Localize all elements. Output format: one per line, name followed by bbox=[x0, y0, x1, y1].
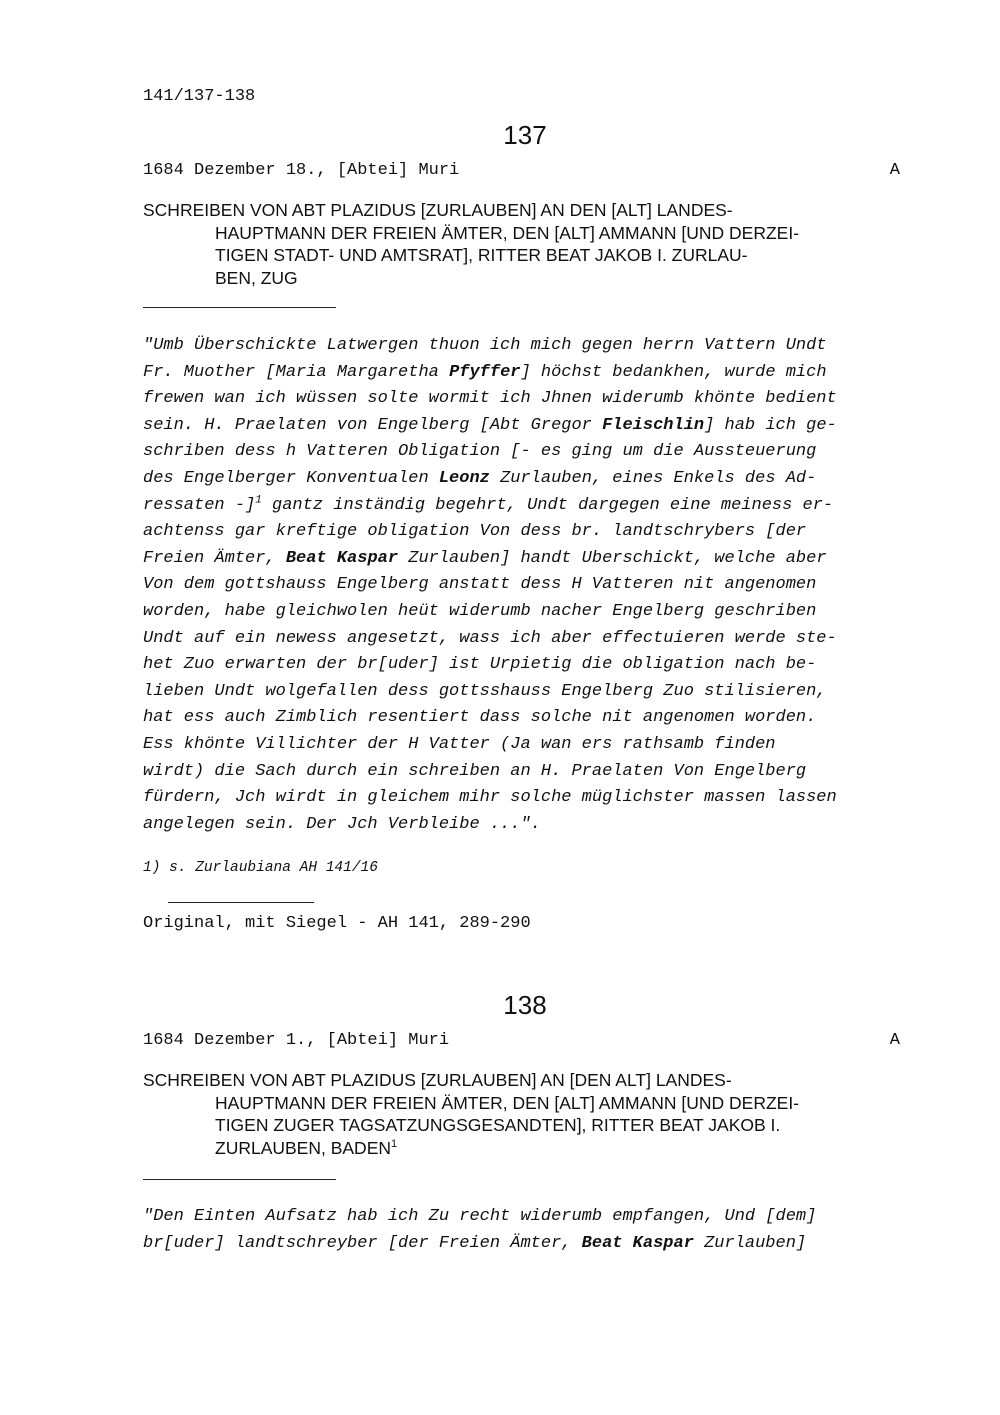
text-segment: Zurlauben] handt Uberschickt, welche aber bbox=[398, 548, 827, 568]
text-line bbox=[143, 439, 913, 466]
separator-rule bbox=[168, 902, 314, 903]
text-segment: Ess khönte Villichter der H Vatter (Ja wan ers rathsamb finden bbox=[143, 734, 776, 754]
text-segment: het Zuo erwarten der br[uder] ist Urpietig die obligation nach be- bbox=[143, 655, 817, 675]
title-line: TIGEN ZUGER TAGSATZUNGSGESANDTEN], RITTER BEAT JAKOB I. bbox=[215, 1115, 781, 1135]
text-segment: des Engelberger Konventualen bbox=[143, 468, 439, 488]
text-segment: hat ess auch Zimblich resentiert dass solche nit angenomen worden. bbox=[143, 708, 817, 728]
page-reference: 141/137-138 bbox=[143, 87, 256, 106]
document-title bbox=[143, 199, 913, 289]
footnote-mark: 1 bbox=[255, 493, 262, 506]
title-line-text: ZURLAUBEN, BADEN bbox=[215, 1137, 392, 1158]
document-marker: A bbox=[889, 161, 900, 180]
text-segment: Undt auf ein newess angesetzt, wass ich aber effectuieren werde ste- bbox=[143, 628, 837, 648]
text-line bbox=[143, 519, 913, 546]
text-line bbox=[143, 652, 913, 679]
text-line bbox=[143, 466, 913, 493]
text-line bbox=[143, 1231, 913, 1258]
footnote: 1) s. Zurlaubiana AH 141/16 bbox=[143, 860, 378, 876]
text-line bbox=[143, 705, 913, 732]
letter-excerpt bbox=[143, 1204, 913, 1257]
name-emphasis: Beat Kaspar bbox=[285, 548, 399, 568]
text-line bbox=[143, 732, 913, 759]
text-segment: Von dem gottshauss Engelberg anstatt dess H Vatteren nit angenomen bbox=[143, 575, 817, 595]
text-line bbox=[143, 679, 913, 706]
text-segment: frewen wan ich wüssen solte wormit ich Jhnen widerumb khönte bedient bbox=[143, 389, 837, 409]
text-segment: sein. H. Praelaten von Engelberg [Abt Gregor bbox=[143, 415, 603, 435]
text-line bbox=[143, 626, 913, 653]
footnote-mark: 1 bbox=[391, 1137, 398, 1150]
text-segment: Zurlauben, eines Enkels des Ad- bbox=[489, 468, 817, 488]
text-segment: ressaten -] bbox=[143, 495, 256, 515]
text-segment: angelegen sein. Der Jch Verbleibe ...". bbox=[143, 814, 541, 834]
text-line bbox=[143, 413, 913, 440]
text-line bbox=[143, 812, 913, 839]
name-emphasis: Pfyffer bbox=[449, 362, 521, 382]
text-line bbox=[143, 599, 913, 626]
text-segment: schriben dess h Vatteren Obligation [- es ging um die Aussteuerung bbox=[143, 442, 817, 462]
date-place-line bbox=[143, 161, 900, 180]
title-line: HAUPTMANN DER FREIEN ÄMTER, DEN [ALT] AMMANN [UND DERZEI- bbox=[215, 222, 800, 243]
text-segment: wirdt) die Sach durch ein schreiben an H. Praelaten Von Engelberg bbox=[143, 761, 807, 781]
text-line bbox=[143, 1204, 913, 1231]
source-note: Original, mit Siegel - AH 141, 289-290 bbox=[143, 914, 531, 933]
text-line bbox=[143, 785, 913, 812]
date-place: 1684 Dezember 1., [Abtei] Muri bbox=[143, 1031, 450, 1050]
date-place: 1684 Dezember 18., [Abtei] Muri bbox=[143, 161, 460, 180]
text-segment: worden, habe gleichwolen heüt widerumb nacher Engelberg geschriben bbox=[143, 601, 817, 621]
separator-rule bbox=[143, 1179, 336, 1180]
text-segment: fürdern, Jch wirdt in gleichem mihr solche müglichster massen lassen bbox=[143, 788, 837, 808]
text-line bbox=[143, 493, 913, 520]
text-segment: lieben Undt wolgefallen dess gottsshauss Engelberg Zuo stilisieren, bbox=[143, 681, 827, 701]
letter-excerpt bbox=[143, 333, 913, 838]
name-emphasis: Leonz bbox=[438, 468, 490, 488]
text-line bbox=[143, 333, 913, 360]
title-line: HAUPTMANN DER FREIEN ÄMTER, DEN [ALT] AMMANN [UND DERZEI- bbox=[215, 1092, 800, 1113]
title-line: SCHREIBEN VON ABT PLAZIDUS [ZURLAUBEN] AN [DEN ALT] LANDES- bbox=[143, 1070, 732, 1090]
name-emphasis: Fleischlin bbox=[602, 415, 705, 435]
title-line: BEN, ZUG bbox=[215, 267, 298, 288]
text-segment: achtenss gar kreftige obligation Von dess br. landtschrybers [der bbox=[143, 522, 807, 542]
title-line: TIGEN STADT- UND AMTSRAT], RITTER BEAT JAKOB I. ZURLAU- bbox=[215, 245, 748, 265]
title-line: SCHREIBEN VON ABT PLAZIDUS [ZURLAUBEN] AN DEN [ALT] LANDES- bbox=[143, 200, 733, 220]
text-segment: "Den Einten Aufsatz hab ich Zu recht widerumb empfangen, Und [dem] bbox=[143, 1207, 817, 1226]
text-segment: Zurlauben] bbox=[693, 1233, 807, 1253]
title-line bbox=[143, 1137, 913, 1160]
text-line bbox=[143, 386, 913, 413]
text-segment: ] höchst bedankhen, wurde mich bbox=[520, 362, 827, 382]
document-number: 137 bbox=[503, 120, 547, 150]
document-marker: A bbox=[889, 1031, 900, 1050]
text-segment: ] hab ich ge- bbox=[704, 415, 837, 435]
text-line bbox=[143, 759, 913, 786]
text-segment: gantz inständig begehrt, Undt dargegen eine meiness er- bbox=[261, 495, 834, 515]
separator-rule bbox=[143, 307, 336, 308]
date-place-line bbox=[143, 1031, 900, 1050]
text-line bbox=[143, 546, 913, 573]
text-line bbox=[143, 572, 913, 599]
text-line bbox=[143, 360, 913, 387]
text-segment: Freien Ämter, bbox=[143, 548, 286, 568]
text-segment: "Umb Überschickte Latwergen thuon ich mich gegen herrn Vattern Undt bbox=[143, 336, 827, 355]
document-number: 138 bbox=[503, 990, 547, 1020]
document-title bbox=[143, 1069, 913, 1159]
text-segment: Fr. Muother [Maria Margaretha bbox=[143, 362, 450, 382]
name-emphasis: Beat Kaspar bbox=[581, 1233, 694, 1253]
text-segment: br[uder] landtschreyber [der Freien Ämter, bbox=[143, 1233, 582, 1253]
